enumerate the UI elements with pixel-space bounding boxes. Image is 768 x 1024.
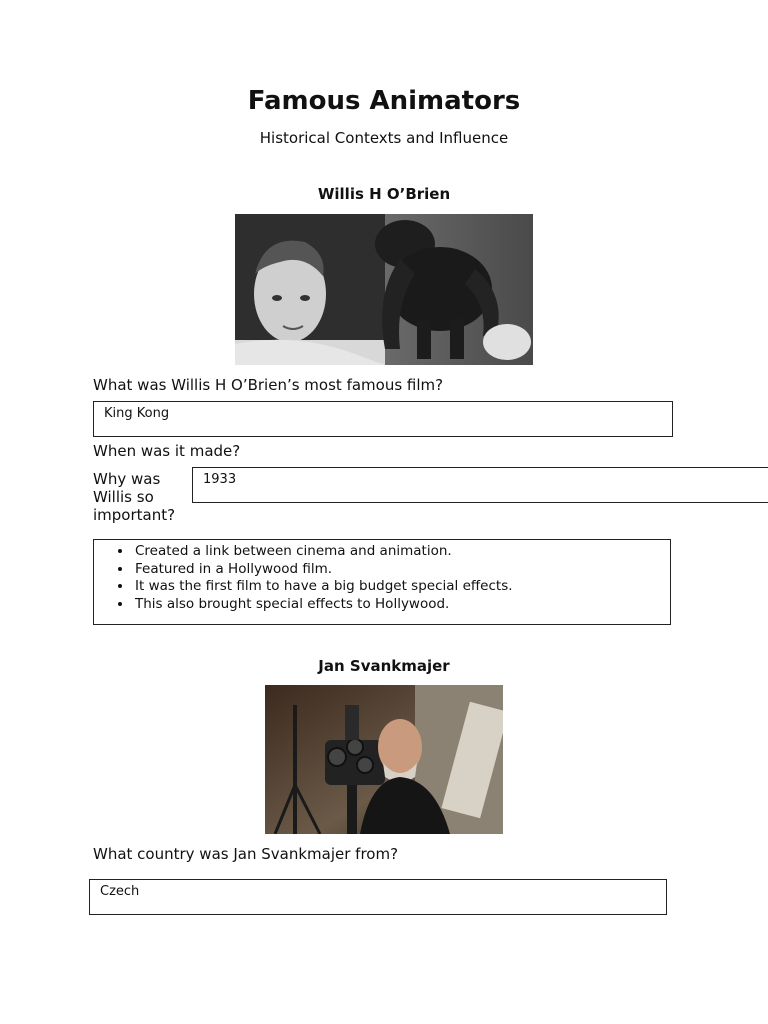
- document-title: Famous Animators: [247, 86, 521, 116]
- question-most-famous-film: What was Willis H O’Brien’s most famous film?: [93, 376, 444, 394]
- svankmajer-photo: [265, 685, 503, 834]
- answer-when-made[interactable]: [192, 467, 768, 503]
- list-item: • Created a link between cinema and animation.: [133, 543, 662, 561]
- question-why-important-line: important?: [93, 506, 176, 524]
- animator-heading-obrien: Willis H O’Brien: [317, 185, 451, 203]
- question-country: What country was Jan Svankmajer from?: [93, 845, 399, 863]
- question-why-important-line: Why was: [93, 470, 161, 488]
- list-item: • Featured in a Hollywood film.: [133, 561, 662, 579]
- answer-country[interactable]: [89, 879, 667, 915]
- question-why-important-line: Willis so: [93, 488, 154, 506]
- answer-most-famous-film[interactable]: [93, 401, 673, 437]
- obrien-photo: [235, 214, 533, 365]
- document-subtitle: Historical Contexts and Influence: [259, 129, 509, 147]
- answer-country-text: Czech: [100, 884, 140, 899]
- importance-list: [102, 543, 662, 613]
- answer-when-made-text: 1933: [203, 472, 237, 487]
- list-item: • This also brought special effects to Hollywood.: [133, 596, 662, 614]
- answer-why-important[interactable]: [93, 539, 671, 625]
- animator-heading-svankmajer: Jan Svankmajer: [318, 657, 450, 675]
- list-item: • It was the first film to have a big budget special effects.: [133, 578, 662, 596]
- question-when-made: When was it made?: [93, 442, 241, 460]
- answer-most-famous-film-text: King Kong: [104, 406, 170, 421]
- question-why-important: [93, 470, 175, 524]
